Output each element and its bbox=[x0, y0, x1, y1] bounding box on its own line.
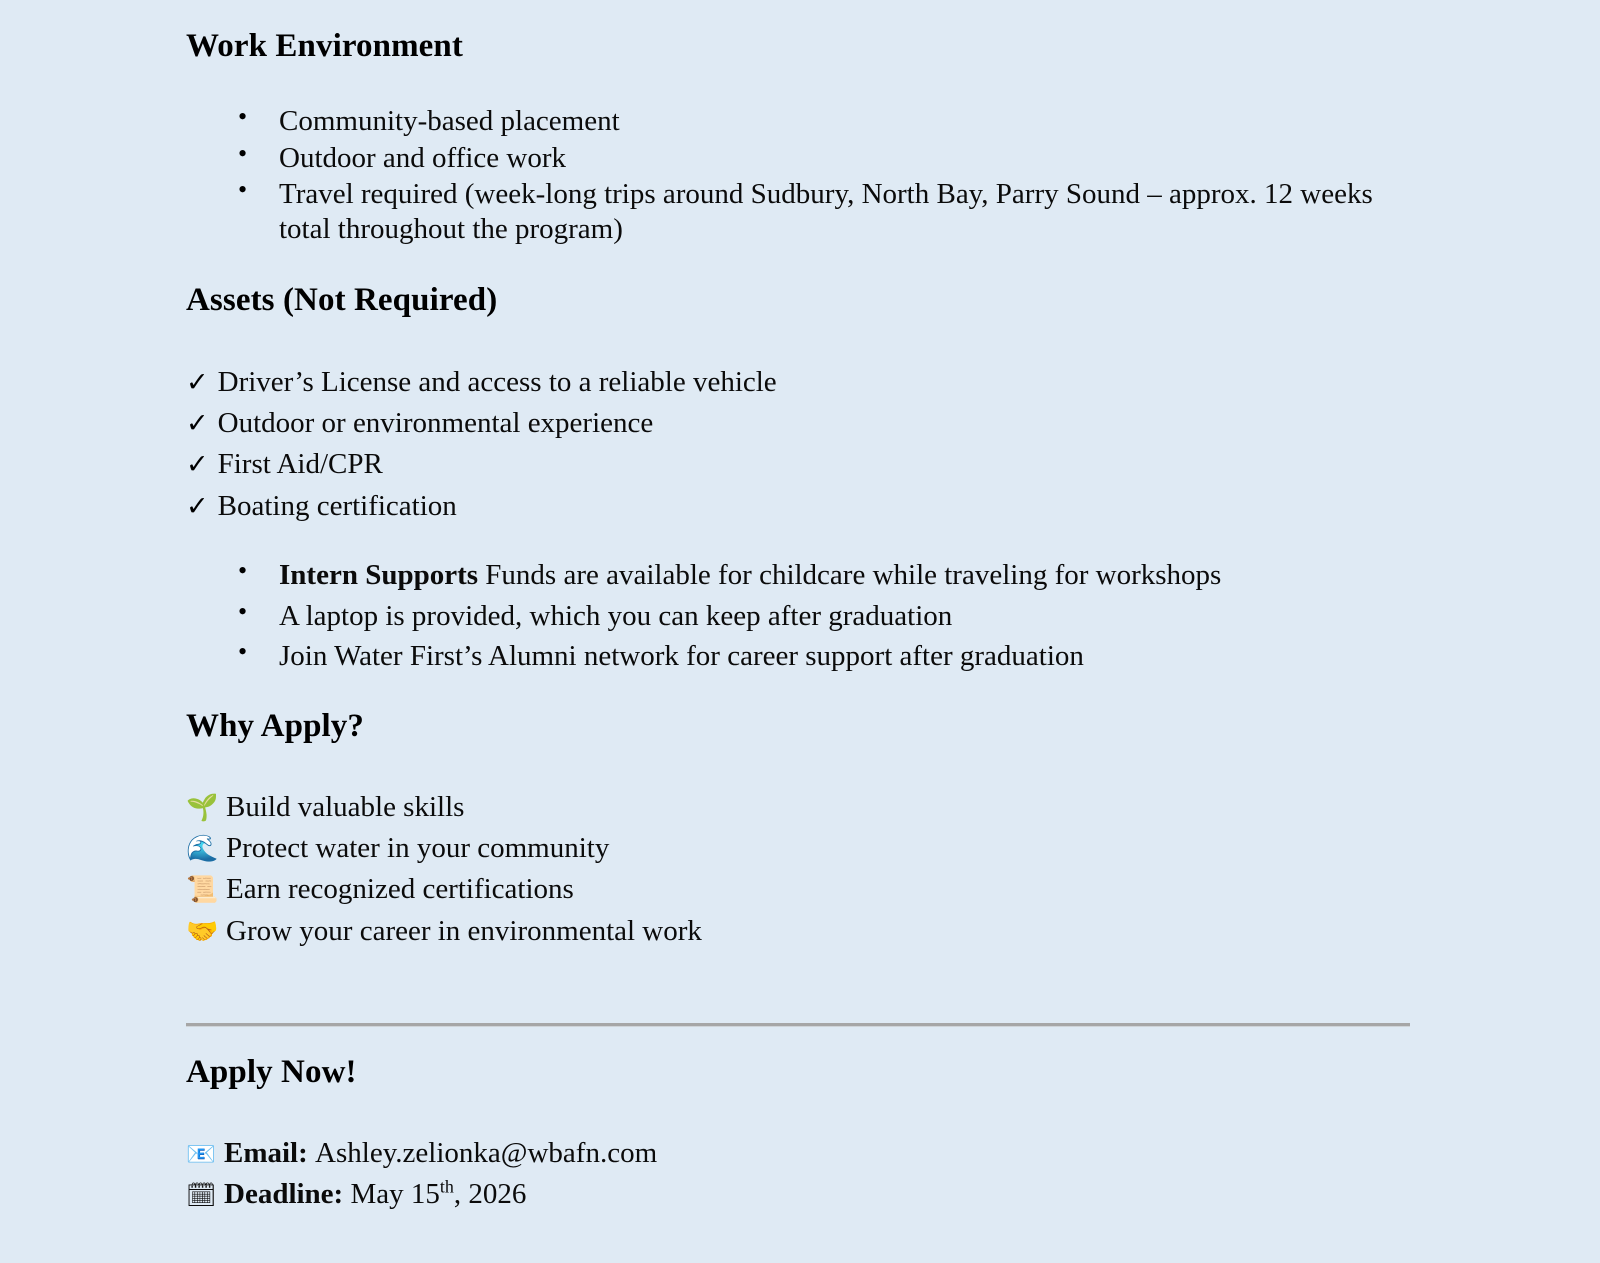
list-item bbox=[186, 177, 1396, 246]
contact-email-row bbox=[186, 1133, 657, 1174]
check-list-item-text: Driver’s License and access to a reliable vehicle bbox=[217, 366, 777, 398]
list-item-text: Funds are available for childcare while traveling for workshops bbox=[478, 559, 1222, 591]
check-list-item bbox=[186, 444, 777, 485]
check-list-item-text: Outdoor or environmental experience bbox=[217, 407, 654, 440]
heading-assets: Assets (Not Required) bbox=[186, 282, 498, 318]
list-item bbox=[186, 558, 1396, 593]
check-list-item bbox=[186, 486, 777, 527]
why-apply-item-text: Grow your career in environmental work bbox=[226, 914, 702, 947]
deadline-year: , 2026 bbox=[453, 1178, 527, 1211]
intern-supports-list bbox=[186, 558, 1396, 676]
list-item bbox=[186, 639, 1396, 674]
deadline-date: May 15 bbox=[350, 1178, 440, 1211]
work-environment-list bbox=[186, 104, 1396, 248]
heading-why-apply: Why Apply? bbox=[186, 708, 364, 744]
handshake-icon: 🤝 bbox=[186, 916, 219, 947]
assets-check-list bbox=[186, 362, 777, 527]
deadline-ordinal-suffix: th bbox=[439, 1176, 454, 1197]
check-mark-icon: ✓ bbox=[186, 408, 209, 440]
why-apply-list bbox=[186, 787, 702, 952]
why-apply-item bbox=[186, 911, 702, 952]
check-mark-icon: ✓ bbox=[186, 490, 209, 522]
check-mark-icon: ✓ bbox=[186, 367, 209, 398]
list-item-lead: Intern Supports bbox=[279, 559, 479, 591]
deadline-label: Deadline: bbox=[224, 1178, 344, 1211]
why-apply-item bbox=[186, 869, 702, 910]
list-item bbox=[186, 599, 1396, 634]
list-item-text: Join Water First’s Alumni network for career support after graduation bbox=[279, 640, 1084, 672]
email-label: Email: bbox=[224, 1137, 308, 1169]
heading-work-environment: Work Environment bbox=[186, 28, 463, 64]
seedling-icon: 🌱 bbox=[186, 793, 219, 823]
list-item bbox=[186, 141, 1396, 176]
why-apply-item-text: Protect water in your community bbox=[226, 832, 610, 865]
check-mark-icon: ✓ bbox=[186, 449, 209, 481]
why-apply-item-text: Earn recognized certifications bbox=[226, 873, 574, 906]
list-item-text: A laptop is provided, which you can keep after graduation bbox=[279, 599, 953, 632]
contact-deadline-row bbox=[186, 1174, 657, 1215]
heading-apply-now: Apply Now! bbox=[186, 1054, 357, 1090]
list-item-text: Travel required (week-long trips around Sudbury, North Bay, Parry Sound – approx. 12 weeks total throughout the program) bbox=[279, 178, 1373, 245]
check-list-item-text: Boating certification bbox=[217, 489, 457, 522]
why-apply-item bbox=[186, 828, 702, 869]
water-wave-icon: 🌊 bbox=[186, 834, 219, 865]
list-item-text: Outdoor and office work bbox=[279, 141, 566, 174]
list-item bbox=[186, 104, 1396, 139]
email-icon: 📧 bbox=[186, 1140, 216, 1168]
scroll-icon: 📜 bbox=[186, 875, 219, 906]
check-list-item-text: First Aid/CPR bbox=[217, 448, 383, 481]
contact-block bbox=[186, 1133, 657, 1215]
why-apply-item bbox=[186, 787, 702, 828]
list-item-text: Community-based placement bbox=[279, 105, 620, 137]
why-apply-item-text: Build valuable skills bbox=[226, 791, 465, 823]
check-list-item bbox=[186, 403, 777, 444]
section-divider bbox=[186, 1023, 1410, 1026]
check-list-item bbox=[186, 362, 777, 403]
calendar-icon: 🗓 bbox=[186, 1181, 217, 1210]
email-value[interactable]: Ashley.zelionka@wbafn.com bbox=[315, 1137, 658, 1169]
